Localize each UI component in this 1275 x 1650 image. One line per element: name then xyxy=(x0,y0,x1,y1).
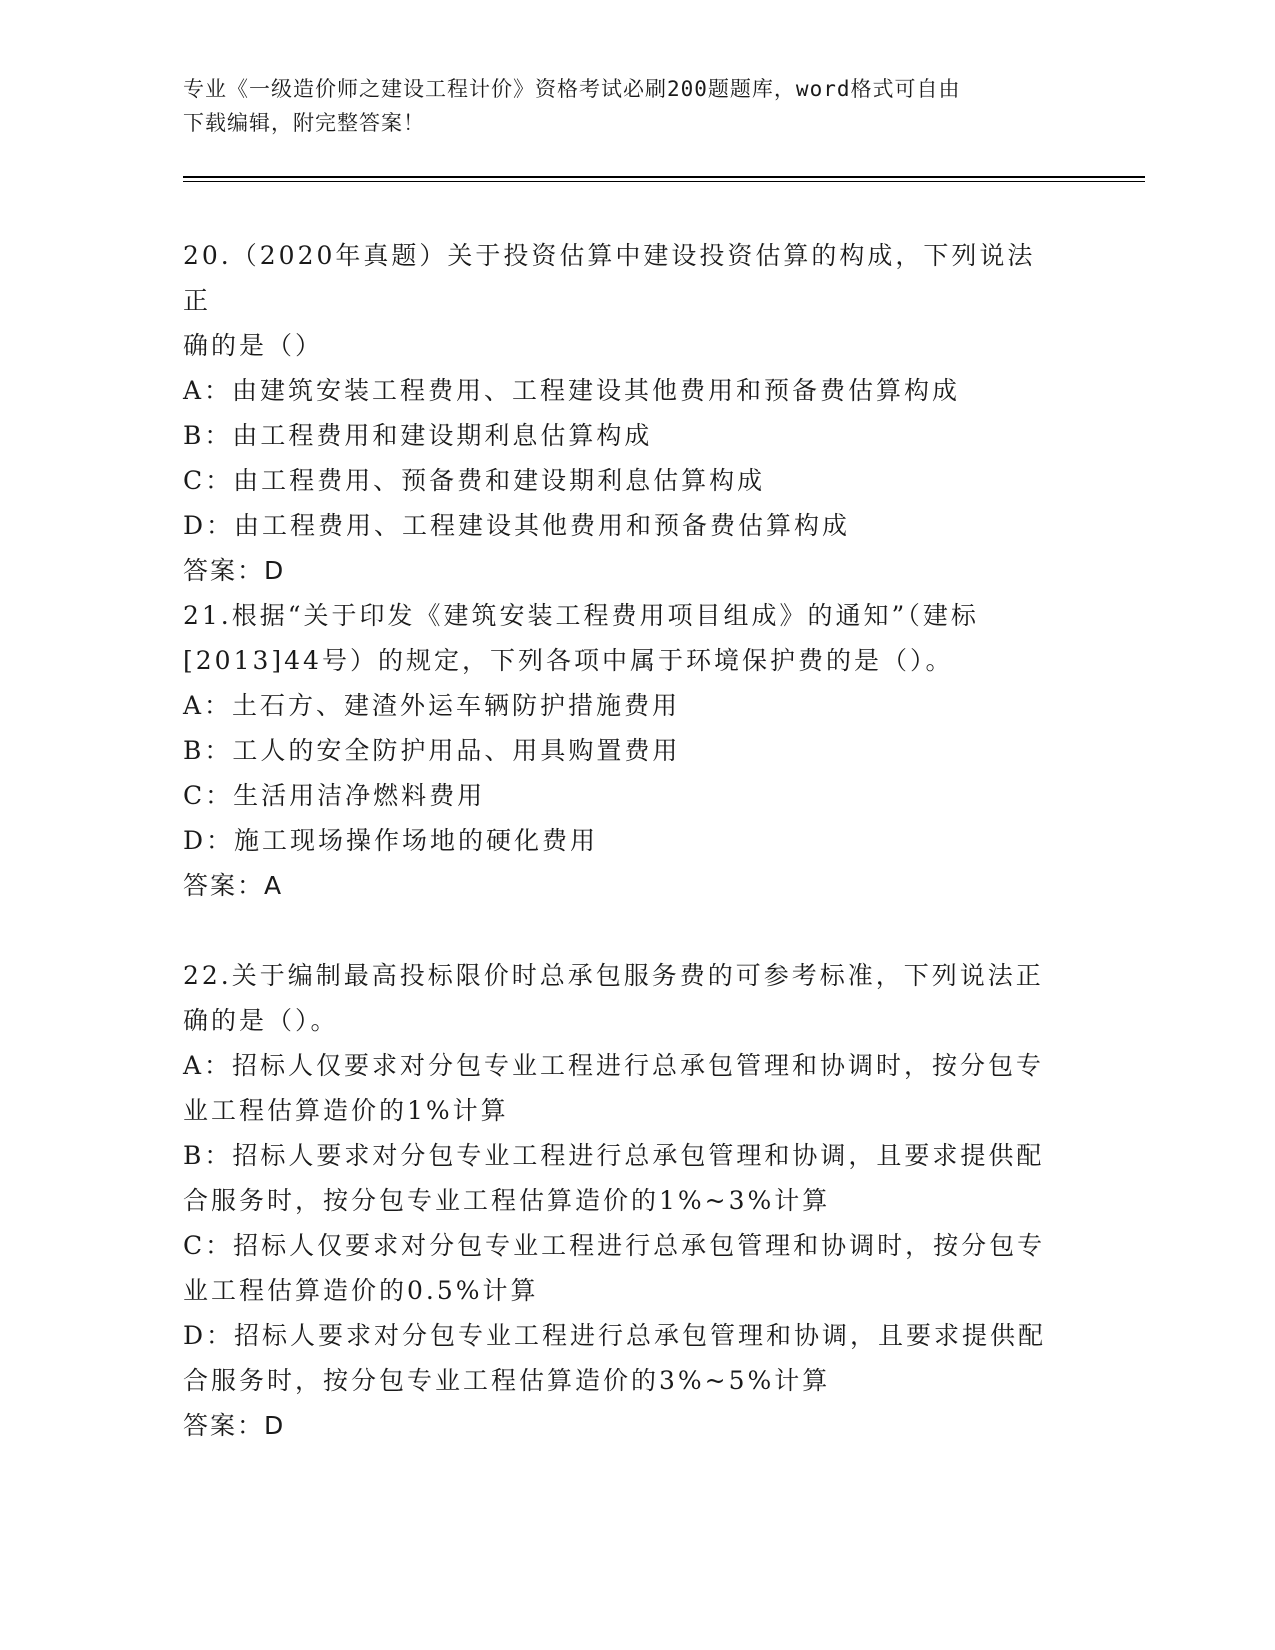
option-d: D：施工现场操作场地的硬化费用 xyxy=(183,826,599,855)
header-line-1: 专业《一级造价师之建设工程计价》资格考试必刷200题题库，word格式可自由 xyxy=(183,77,961,101)
header-line-2: 下载编辑，附完整答案！ xyxy=(183,111,425,135)
option-c-continuation: 业工程估算造价的0.5%计算 xyxy=(183,1276,539,1305)
page-header xyxy=(183,72,1063,140)
option-c: C：招标人仅要求对分包专业工程进行总承包管理和协调时，按分包专 xyxy=(183,1231,1046,1260)
answer-label: 答案：D xyxy=(183,556,286,585)
option-a: A：由建筑安装工程费用、工程建设其他费用和预备费估算构成 xyxy=(183,376,961,405)
option-a-continuation: 业工程估算造价的1%计算 xyxy=(183,1096,509,1125)
option-a: A：招标人仅要求对分包专业工程进行总承包管理和协调时，按分包专 xyxy=(183,1051,1045,1080)
answer-label: 答案：A xyxy=(183,871,284,900)
option-d: D：由工程费用、工程建设其他费用和预备费估算构成 xyxy=(183,511,851,540)
answer-label: 答案：D xyxy=(183,1411,286,1440)
option-b: B：由工程费用和建设期利息估算构成 xyxy=(183,421,653,450)
option-c: C：由工程费用、预备费和建设期利息估算构成 xyxy=(183,466,766,495)
question-stem-line: 确的是（）。 xyxy=(183,1006,339,1035)
question-stem-line: 22.关于编制最高投标限价时总承包服务费的可参考标准，下列说法正 xyxy=(183,961,1044,990)
option-d-continuation: 合服务时，按分包专业工程估算造价的3%~5%计算 xyxy=(183,1366,831,1395)
header-divider-thin xyxy=(183,181,1145,182)
question-stem-line: 20.（2020年真题）关于投资估算中建设投资估算的构成，下列说法正 xyxy=(183,241,1036,315)
question-stem-line: 确的是（） xyxy=(183,331,324,360)
option-b-continuation: 合服务时，按分包专业工程估算造价的1%~3%计算 xyxy=(183,1186,831,1215)
question-22 xyxy=(183,953,1063,1448)
question-stem-line: 21.根据“关于印发《建筑安装工程费用项目组成》的通知”（建标 xyxy=(183,601,979,630)
option-a: A：土石方、建渣外运车辆防护措施费用 xyxy=(183,691,681,720)
option-c: C：生活用洁净燃料费用 xyxy=(183,781,486,810)
question-21 xyxy=(183,593,1063,908)
header-divider xyxy=(183,176,1145,178)
option-b: B：工人的安全防护用品、用具购置费用 xyxy=(183,736,681,765)
option-d: D：招标人要求对分包专业工程进行总承包管理和协调，且要求提供配 xyxy=(183,1321,1047,1350)
question-20 xyxy=(183,233,1063,593)
question-stem-line: [2013]44号）的规定，下列各项中属于环境保护费的是（）。 xyxy=(183,646,954,675)
option-b: B：招标人要求对分包专业工程进行总承包管理和协调，且要求提供配 xyxy=(183,1141,1045,1170)
